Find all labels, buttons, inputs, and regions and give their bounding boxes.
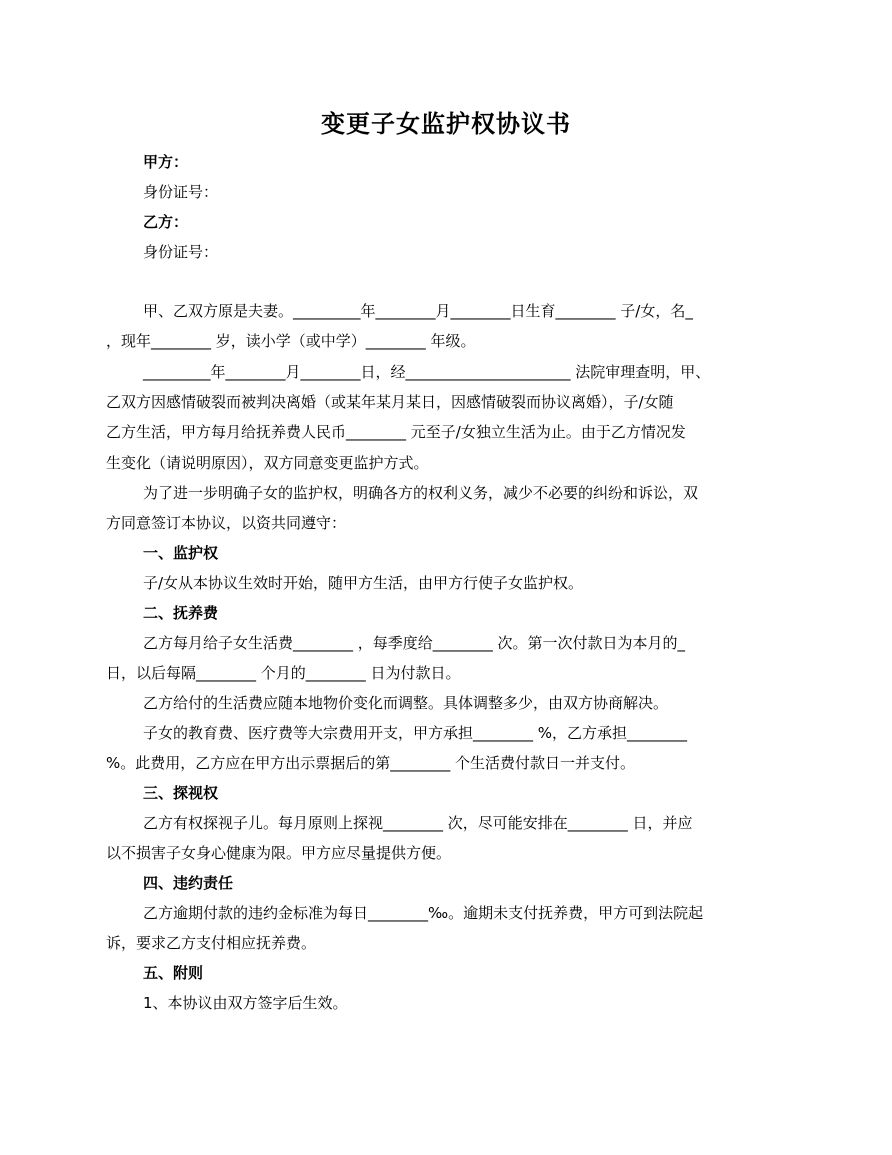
section-2-paragraph-1-line-2: 日，以后每隔________ 个月的________ 日为付款日。 (106, 664, 461, 682)
paragraph-2-line-1: _________年________月________日，经______________________ 法院审理查明，甲、 (143, 363, 711, 381)
section-2-paragraph-1-line-1: 乙方每月给子女生活费________ ，每季度给________ 次。第一次付款日为本月的_ (143, 634, 686, 652)
section-2-heading: 二、抚养费 (143, 604, 219, 622)
section-3-heading: 三、探视权 (143, 784, 219, 802)
section-1-heading: 一、监护权 (143, 544, 219, 562)
paragraph-3-line-2: 方同意签订本协议，以资共同遵守： (106, 514, 347, 532)
section-5-heading: 五、附则 (143, 964, 204, 982)
section-2-paragraph-3-line-1: 子女的教育费、医疗费等大宗费用开支，甲方承担________ %，乙方承担________ (143, 724, 688, 742)
party-b-label: 乙方： (143, 213, 189, 231)
document-title: 变更子女监护权协议书 (321, 109, 571, 138)
paragraph-2-line-4: 生变化（请说明原因），双方同意变更监护方式。 (106, 454, 429, 472)
paragraph-1-line-1: 甲、乙双方原是夫妻。_________年________月________日生育________ 子/女，名_ (143, 302, 693, 320)
paragraph-2-line-2: 乙双方因感情破裂而被判决离婚（或某年某月某日，因感情破裂而协议离婚），子/女随 (106, 393, 674, 411)
party-b-id-label: 身份证号： (143, 243, 219, 261)
section-4-paragraph-line-1: 乙方逾期付款的违约金标准为每日________‰。逾期未支付抚养费，甲方可到法院起 (143, 904, 704, 922)
paragraph-3-line-1: 为了进一步明确子女的监护权，明确各方的权利义务，减少不必要的纠纷和诉讼，双 (143, 484, 699, 502)
section-4-paragraph-line-2: 诉，要求乙方支付相应抚养费。 (106, 934, 317, 952)
paragraph-2-line-3: 乙方生活，甲方每月给抚养费人民币________ 元至子/女独立生活为止。由于乙方情况发 (106, 423, 686, 441)
section-5-paragraph: 1、本协议由双方签字后生效。 (143, 994, 348, 1012)
section-2-paragraph-2: 乙方给付的生活费应随本地物价变化而调整。具体调整多少，由双方协商解决。 (143, 694, 669, 712)
party-a-id-label: 身份证号： (143, 183, 219, 201)
paragraph-1-line-2: ，现年________ 岁，读小学（或中学）________ 年级。 (106, 332, 476, 350)
section-1-paragraph: 子/女从本协议生效时开始，随甲方生活，由甲方行使子女监护权。 (143, 574, 584, 592)
section-4-heading: 四、违约责任 (143, 874, 234, 892)
party-a-label: 甲方： (143, 153, 189, 171)
section-3-paragraph-line-1: 乙方有权探视子儿。每月原则上探视________ 次，尽可能安排在________ 日，并应 (143, 814, 693, 832)
section-3-paragraph-line-2: 以不损害子女身心健康为限。甲方应尽量提供方便。 (106, 844, 452, 862)
section-2-paragraph-3-line-2: %。此费用，乙方应在甲方出示票据后的第________ 个生活费付款日一并支付。 (106, 754, 636, 772)
